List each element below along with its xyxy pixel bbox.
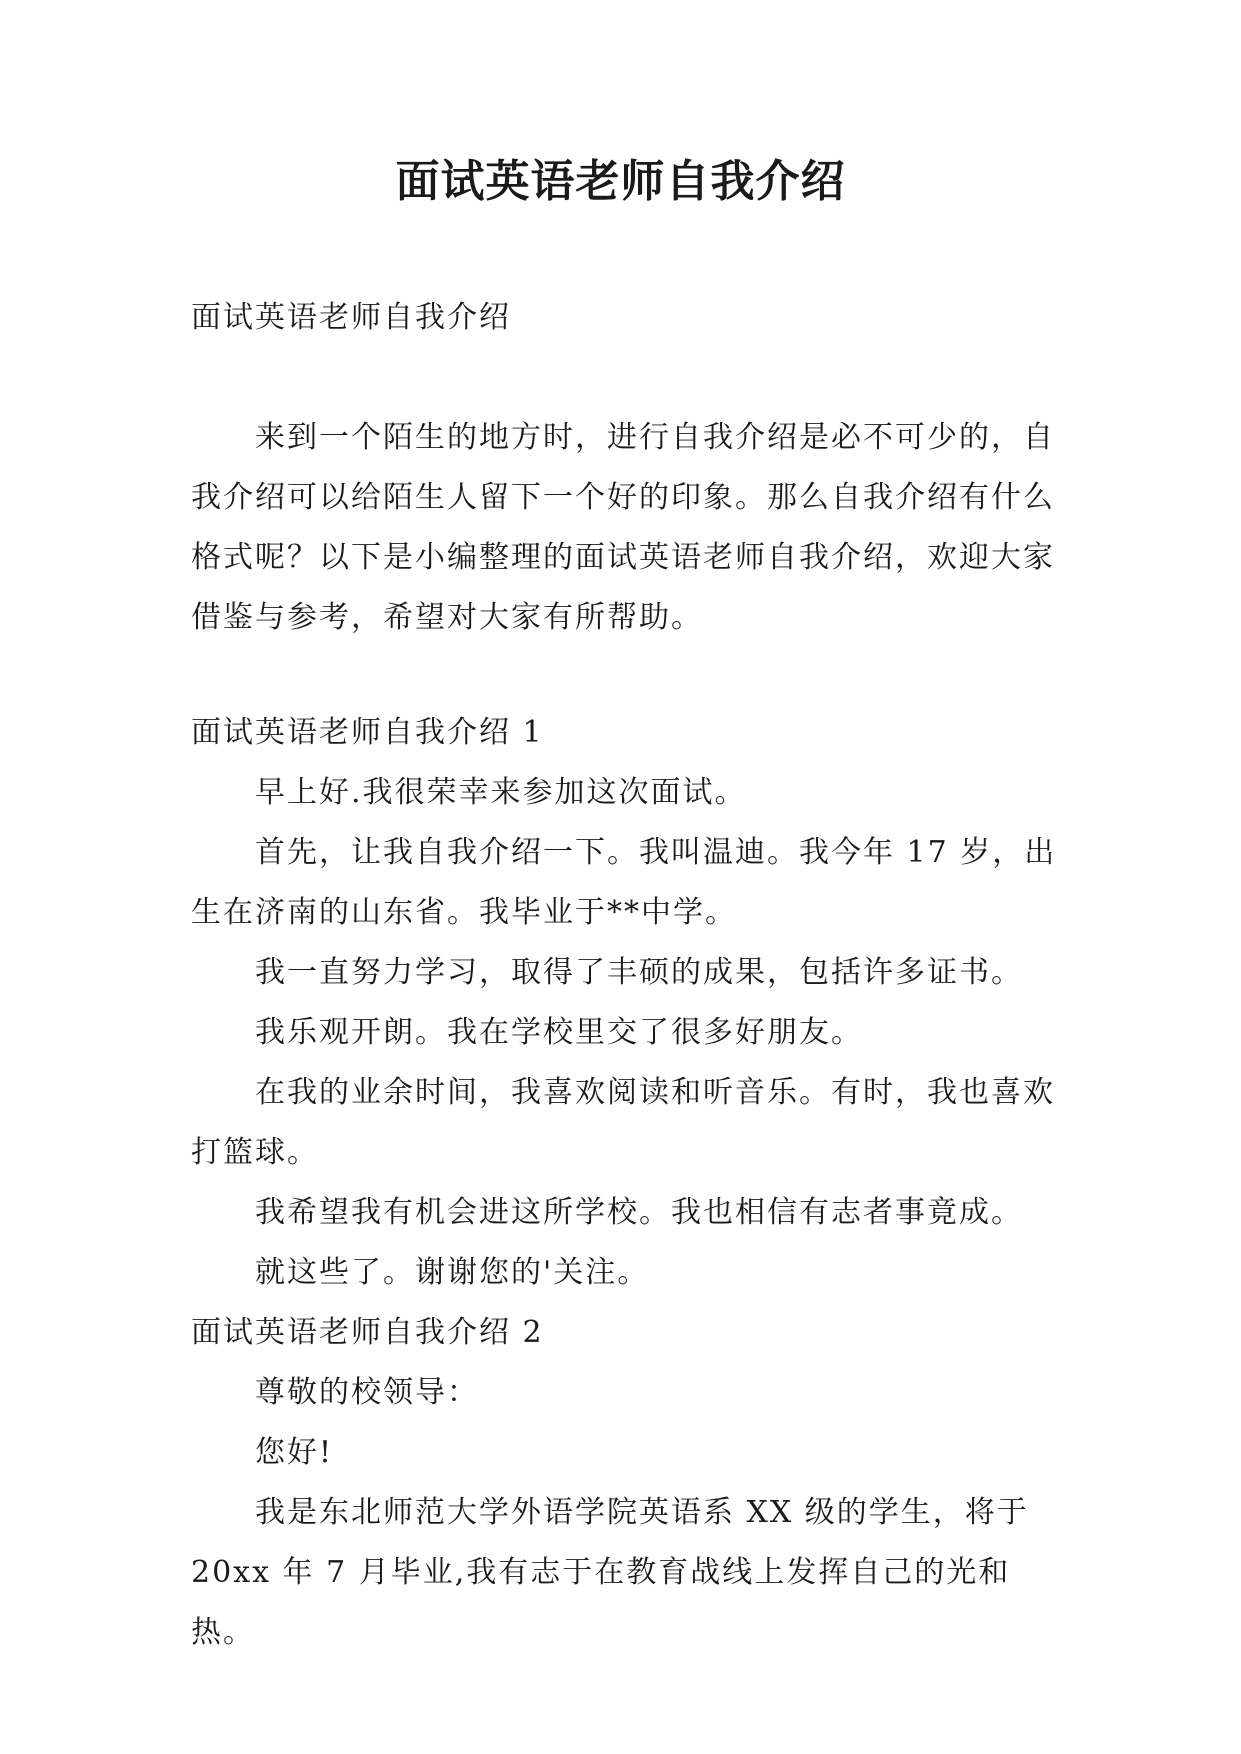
spacer [191,348,1071,408]
document-body [191,288,1071,1663]
section1-paragraph: 我一直努力学习，取得了丰硕的成果，包括许多证书。 [255,955,1023,990]
section-heading-1: 面试英语老师自我介绍 1 [191,715,544,750]
spacer [191,648,1071,703]
intro-paragraph: 来到一个陌生的地方时，进行自我介绍是必不可少的，自我介绍可以给陌生人留下一个好的印象。那么自我介绍有什么格式呢？以下是小编整理的面试英语老师自我介绍，欢迎大家借鉴与参考，希望对大家有所帮助。 [191,420,1055,635]
section2-paragraph: 尊敬的校领导： [255,1375,479,1410]
section1-paragraph: 我乐观开朗。我在学校里交了很多好朋友。 [255,1015,863,1050]
section-heading-2: 面试英语老师自我介绍 2 [191,1315,544,1350]
section1-paragraph: 在我的业余时间，我喜欢阅读和听音乐。有时，我也喜欢打篮球。 [191,1075,1055,1170]
document-title: 面试英语老师自我介绍 [395,156,846,207]
section1-paragraph: 早上好.我很荣幸来参加这次面试。 [255,775,747,810]
section1-paragraph: 首先，让我自我介绍一下。我叫温迪。我今年 17 岁，出生在济南的山东省。我毕业于**中学。 [191,835,1057,930]
document-subtitle: 面试英语老师自我介绍 [191,300,511,335]
section1-paragraph: 我希望我有机会进这所学校。我也相信有志者事竟成。 [255,1195,1023,1230]
section2-paragraph: 我是东北师范大学外语学院英语系 XX 级的学生，将于 20xx 年 7 月毕业,我有志于在教育战线上发挥自己的光和热。 [191,1495,1029,1650]
section2-paragraph: 您好! [255,1435,334,1470]
section1-paragraph: 就这些了。谢谢您的'关注。 [255,1255,650,1290]
